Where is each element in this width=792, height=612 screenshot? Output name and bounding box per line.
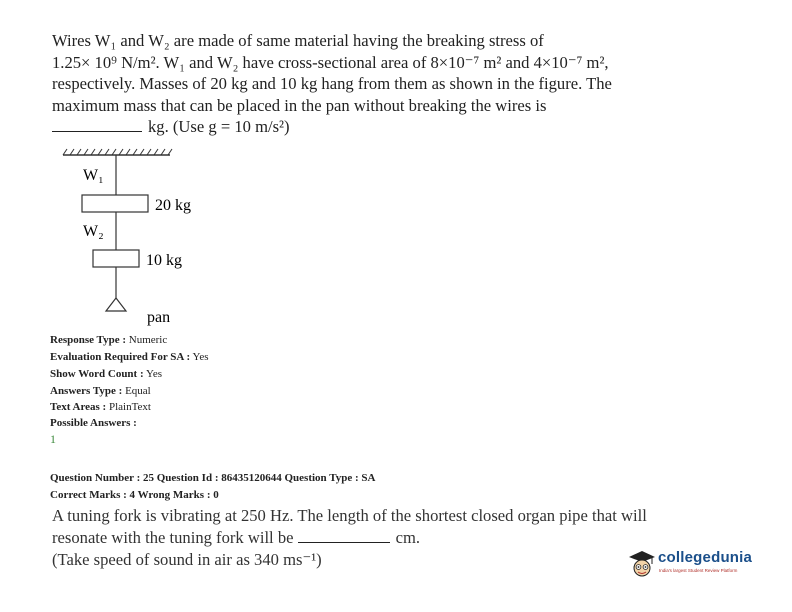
answers-type-value: Equal (125, 385, 151, 397)
answers-type-label: Answers Type : (50, 385, 123, 397)
text-areas-label: Text Areas : (50, 401, 107, 413)
possible-answer-value: 1 (50, 432, 56, 446)
logo-name: collegedunia (658, 549, 753, 566)
ceiling-hatch (63, 149, 172, 155)
wires-masses-figure (55, 140, 285, 330)
collegedunia-logo (628, 547, 770, 581)
question-2-line-2 (52, 527, 764, 549)
response-type-value: Numeric (128, 334, 168, 346)
pan-shape (106, 298, 126, 311)
question-2-line-1: A tuning fork is vibrating at 250 Hz. The length of the shortest closed organ pipe that will (52, 506, 647, 525)
response-type-label: Response Type : (50, 334, 126, 346)
question-metadata (50, 334, 350, 444)
mass-block-20kg (82, 195, 148, 212)
w1-label: W₁ (83, 167, 104, 184)
question-2-line-2-post: cm. (395, 528, 421, 547)
graduate-mascot-icon (628, 549, 656, 579)
question-1-line-5 (52, 116, 764, 138)
w2-label: W₂ (83, 223, 104, 240)
text-areas-value: PlainText (108, 401, 151, 413)
question-2-header-line-2: Correct Marks : 4 Wrong Marks : 0 (50, 489, 219, 501)
logo-tagline: India's largest Student Review Platform (659, 568, 738, 573)
evaluation-label: Evaluation Required For SA : (50, 351, 191, 363)
question-1-line-3: respectively. Masses of 20 kg and 10 kg hang from them as shown in the figure. The (52, 74, 612, 93)
word-count-value: Yes (145, 368, 162, 380)
question-2-line-2-pre: resonate with the tuning fork will be (52, 528, 294, 547)
answer-blank (52, 119, 142, 132)
question-1-line-1: Wires W₁ and W₂ are made of same material having the breaking stress of (52, 31, 544, 50)
word-count-label: Show Word Count : (50, 368, 144, 380)
pan-label: pan (147, 309, 171, 326)
mass-2-label: 10 kg (146, 252, 182, 269)
question-1-text (52, 30, 764, 138)
mass-1-label: 20 kg (155, 197, 191, 214)
possible-answers-label: Possible Answers : (50, 417, 137, 429)
evaluation-value: Yes (192, 351, 209, 363)
answer-blank-2 (298, 530, 390, 543)
question-1-units: kg. (Use g = 10 m/s²) (148, 117, 290, 136)
mass-block-10kg (93, 250, 139, 267)
question-2-header-line-1: Question Number : 25 Question Id : 86435120644 Question Type : SA (50, 472, 376, 484)
question-2-line-3: (Take speed of sound in air as 340 ms⁻¹) (52, 550, 322, 569)
question-1-line-4: maximum mass that can be placed in the pan without breaking the wires is (52, 95, 547, 115)
question-1-line-2: 1.25× 10⁹ N/m². W₁ and W₂ have cross-sectional area of 8×10⁻⁷ m² and 4×10⁻⁷ m², (52, 52, 609, 72)
